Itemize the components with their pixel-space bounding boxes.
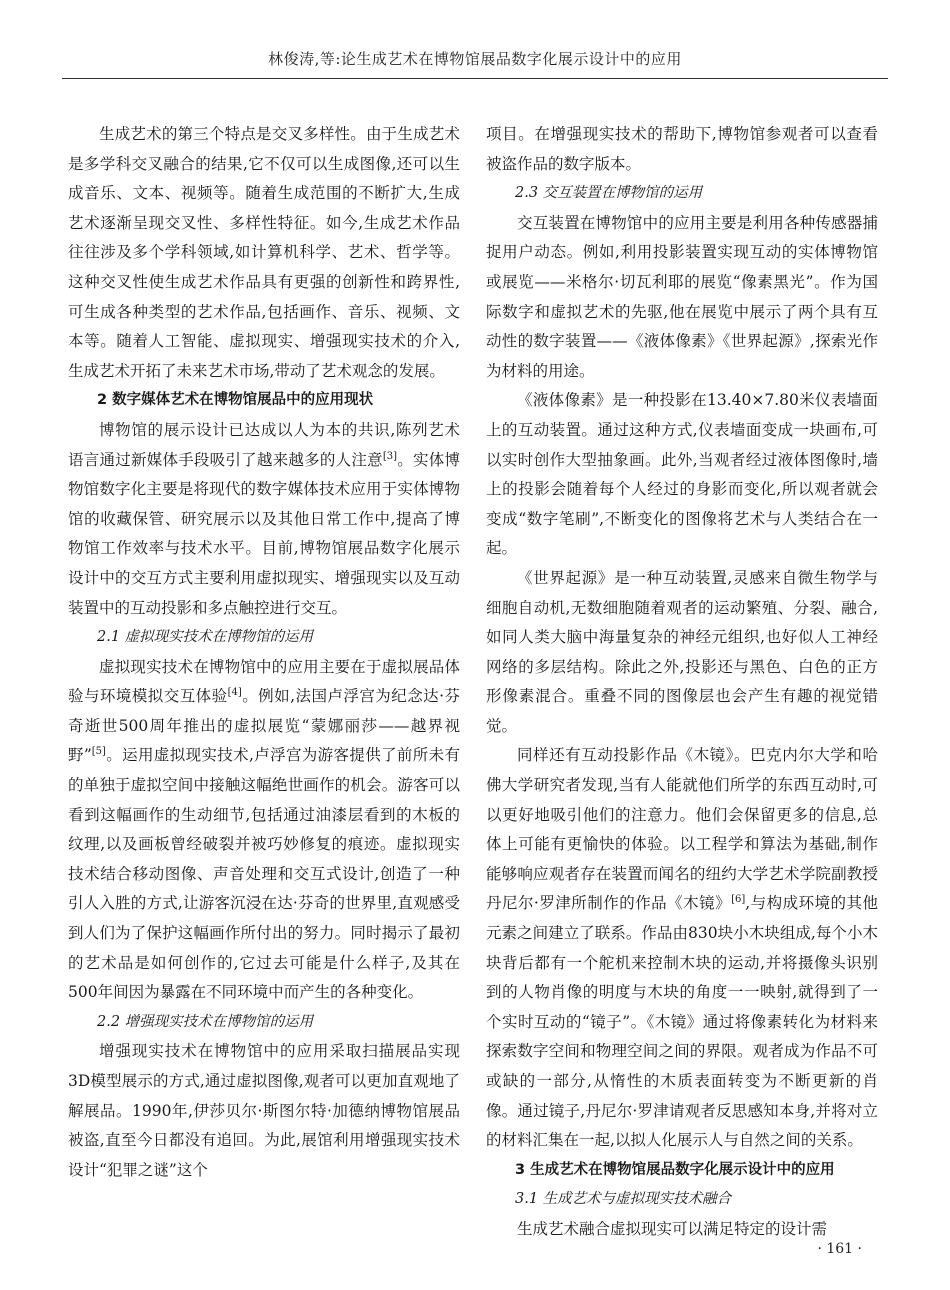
- citation: [3]: [382, 450, 398, 462]
- paragraph: 交互装置在博物馆中的应用主要是利用各种传感器捕捉用户动态。例如,利用投影装置实现互动的实体博物馆或展览——米格尔·切瓦利耶的展览“像素黑光”。作为国际数字和虚拟艺术的先驱,他在展览中展示了两个具有互动性的数字装置——《液体像素》《世界起源》,探索光作为材料的用途。: [486, 213, 878, 380]
- right-column: [486, 120, 878, 1245]
- paragraph: [68, 416, 460, 623]
- subsection-heading-3-1: 3.1 生成艺术与虚拟现实技术融合: [515, 1191, 732, 1208]
- paragraph: 增强现实技术在博物馆中的应用采取扫描展品实现3D模型展示的方式,通过虚拟图像,观者可以更加直观地了解展品。1990年,伊莎贝尔·斯图尔特·加德纳博物馆展品被盗,直至今日都没有追回。为此,展馆利用增强现实技术设计“犯罪之谜”这个: [68, 1042, 460, 1179]
- subsection-heading-2-3: 2.3 交互装置在博物馆的运用: [515, 185, 703, 202]
- text-run: 同样还有互动投影作品《木镜》。巴克内尔大学和哈佛大学研究者发现,当有人能就他们所学的东西互动时,可以更好地吸引他们的注意力。他们会保留更多的信息,总体上可能有更愉快的体验。以工程学和算法为基础,制作能够响应观者存在装置而闻名的纽约大学艺术学院副教授丹尼尔·罗津所制作的作品《木镜》: [486, 746, 878, 913]
- citation: [4]: [227, 687, 242, 699]
- page-number: · 161 ·: [817, 1241, 862, 1257]
- header-rule: [62, 78, 888, 79]
- section-heading-2: 2 数字媒体艺术在博物馆展品中的应用现状: [97, 392, 374, 409]
- text-run: ,与构成环境的其他元素之间建立了联系。作品由830块小木块组成,每个小木块背后都有一个舵机来控制木块的运动,并将摄像头识别到的人物肖像的明度与木块的角度一一映射,就得到了一个实时互动的“镜子”。《木镜》通过将像素转化为材料来探索数字空间和物理空间之间的界限。观者成为作品不可或缺的一部分,从惰性的木质表面转变为不断更新的肖像。通过镜子,丹尼尔·罗津请观者反思感知本身,并将对立的材料汇集在一起,以拟人化展示人与自然之间的关系。: [486, 894, 878, 1150]
- paragraph: 生成艺术融合虚拟现实可以满足特定的设计需: [517, 1219, 828, 1238]
- running-title: 林俊涛,等:论生成艺术在博物馆展品数字化展示设计中的应用: [268, 50, 682, 68]
- subsection-heading-2-1: 2.1 虚拟现实技术在博物馆的运用: [97, 629, 314, 646]
- subsection-heading-2-2: 2.2 增强现实技术在博物馆的运用: [97, 1013, 314, 1030]
- text-run: 博物馆的展示设计已达成以人为本的共识,陈列艺术语言通过新媒体手段吸引了越来越多的人注意: [68, 420, 460, 469]
- citation: [6]: [731, 894, 746, 906]
- text-run: 。例如,法国卢浮宫为纪念达·芬奇逝世500周年推出的虚拟展览“蒙娜丽莎——越界视野”: [68, 687, 460, 765]
- text-run: 。实体博物馆数字化主要是将现代的数字媒体技术应用于实体博物馆的收藏保管、研究展示以及其他日常工作中,提高了博物馆工作效率与技术水平。目前,博物馆展品数字化展示设计中的交互方式主要利用虚拟现实、增强现实以及互动装置中的互动投影和多点触控进行交互。: [68, 450, 460, 617]
- paragraph: 《世界起源》是一种互动装置,灵感来自微生物学与细胞自动机,无数细胞随着观者的运动繁殖、分裂、融合,如同人类大脑中海量复杂的神经元组织,也好似人工神经网络的多层结构。除此之外,投影还与黑色、白色的正方形像素混合。重叠不同的图像层也会产生有趣的视觉错觉。: [486, 568, 878, 735]
- text-run: 。运用虚拟现实技术,卢浮宫为游客提供了前所未有的单独于虚拟空间中接触这幅绝世画作的机会。游客可以看到这幅画作的生动细节,包括通过油漆层看到的木板的纹理,以及画板曾经破裂并被巧妙修复的痕迹。虚拟现实技术结合移动图像、声音处理和交互式设计,创造了一种引人入胜的方式,让游客沉浸在达·芬奇的世界里,直观感受到人们为了保护这幅画作所付出的努力。同时揭示了最初的艺术品是如何创作的,它过去可能是什么样子,及其在500年间因为暴露在不同环境中而产生的各种变化。: [68, 746, 460, 1002]
- section-heading-3: 3 生成艺术在博物馆展品数字化展示设计中的应用: [515, 1161, 835, 1178]
- paragraph: 生成艺术的第三个特点是交叉多样性。由于生成艺术是多学科交叉融合的结果,它不仅可以生成图像,还可以生成音乐、文本、视频等。随着生成范围的不断扩大,生成艺术逐渐呈现交叉性、多样性特征。如今,生成艺术作品往往涉及多个学科领域,如计算机科学、艺术、哲学等。这种交叉性使生成艺术作品具有更强的创新性和跨界性,可生成各种类型的艺术作品,包括画作、音乐、视频、文本等。随着人工智能、虚拟现实、增强现实技术的介入,生成艺术开拓了未来艺术市场,带动了艺术观念的发展。: [68, 125, 460, 380]
- paragraph: [486, 741, 878, 1155]
- paragraph: 《液体像素》是一种投影在13.40×7.80米仪表墙面上的互动装置。通过这种方式,仪表墙面变成一块画布,可以实时创作大型抽象画。此外,当观者经过液体图像时,墙上的投影会随着每个人经过的身影而变化,所以观者就会变成“数字笔刷”,不断变化的图像将艺术与人类结合在一起。: [486, 391, 878, 558]
- text-run: 虚拟现实技术在博物馆中的应用主要在于虚拟展品体验与环境模拟交互体验: [68, 657, 460, 706]
- paragraph-continuation: 项目。在增强现实技术的帮助下,博物馆参观者可以查看被盗作品的数字版本。: [486, 125, 878, 173]
- left-column: [68, 120, 460, 1185]
- citation: [5]: [91, 746, 106, 758]
- paragraph: [68, 653, 460, 1008]
